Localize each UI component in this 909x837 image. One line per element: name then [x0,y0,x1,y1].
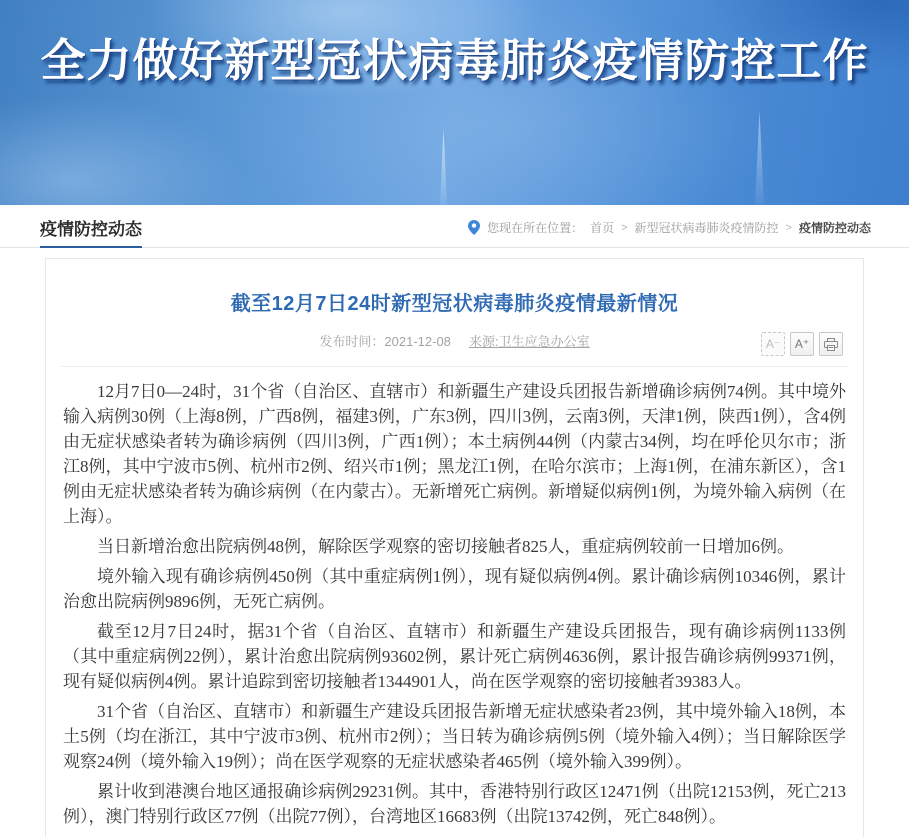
location-pin-icon [468,220,480,235]
print-button[interactable] [819,332,843,356]
breadcrumb-separator: > [621,221,628,234]
paragraph: 境外输入现有确诊病例450例（其中重症病例1例），现有疑似病例4例。累计确诊病例10346例，累计治愈出院病例9896例，无死亡病例。 [63,567,846,611]
breadcrumb-separator: > [785,221,792,234]
banner-title: 全力做好新型冠状病毒肺炎疫情防控工作 [40,35,869,86]
publish-time-label: 发布时间： [319,334,385,349]
banner-light-streak [755,110,764,205]
breadcrumb-home-link[interactable]: 首页 [590,221,615,235]
section-title-link[interactable]: 疫情防控动态 [40,215,142,248]
article-container [45,258,864,837]
paragraph: 31个省（自治区、直辖市）和新疆生产建设兵团报告新增无症状感染者23例，其中境外输入18例，本土5例（均在浙江，其中宁波市3例、杭州市2例）；当日转为确诊病例5例（境外输入4例）；当日解除医学观察24例（境外输入19例）；尚在医学观察的无症状感染者465例（境外输入399例）。 [63,702,846,771]
breadcrumb-label: 您现在所在位置： [487,221,584,235]
font-increase-button[interactable]: A⁺ [790,332,814,356]
banner-light-streak [440,128,447,205]
paragraph: 12月7日0—24时，31个省（自治区、直辖市）和新疆生产建设兵团报告新增确诊病例74例。其中境外输入病例30例（上海8例，广西8例，福建3例，广东3例，四川3例，云南3例，天津1例，陕西1例），含4例由无症状感染者转为确诊病例（四川3例，广西1例）；本土病例44例（内蒙古34例，均在呼伦贝尔市；浙江8例，其中宁波市5例、杭州市2例、绍兴市1例；黑龙江1例，在哈尔滨市；上海1例，在浦东新区），含1例由无症状感染者转为确诊病例（在内蒙古）。无新增死亡病例。新增疑似病例1例，为境外输入病例（在上海）。 [63,382,846,526]
paragraph: 当日新增治愈出院病例48例，解除医学观察的密切接触者825人，重症病例较前一日增加6例。 [97,537,794,556]
source-label: 来源: [468,334,499,349]
article-meta [61,331,848,350]
source-value: 卫生应急办公室 [498,334,590,349]
breadcrumb-section-link[interactable]: 新型冠状病毒肺炎疫情防控 [634,221,779,235]
section-nav-bar [0,210,909,248]
font-decrease-button[interactable]: A⁻ [761,332,785,356]
publish-date: 2021-12-08 [384,334,451,349]
paragraph: 截至12月7日24时，据31个省（自治区、直辖市）和新疆生产建设兵团报告，现有确诊病例1133例（其中重症病例22例），累计治愈出院病例93602例，累计死亡病例4636例，累计报告确诊病例99371例，现有疑似病例4例。累计追踪到密切接触者1344901人，尚在医学观察的密切接触者39383人。 [63,622,846,691]
article-header [61,259,848,367]
breadcrumb-current: 疫情防控动态 [798,221,871,235]
article-body [61,367,848,837]
hero-banner [0,0,909,205]
article-toolbar [761,332,843,356]
print-icon [824,338,838,351]
breadcrumb [468,219,871,236]
paragraph: 累计收到港澳台地区通报确诊病例29231例。其中，香港特别行政区12471例（出院12153例，死亡213例），澳门特别行政区77例（出院77例），台湾地区16683例（出院13742例，死亡848例）。 [63,782,846,826]
article-title: 截至12月7日24时新型冠状病毒肺炎疫情最新情况 [230,293,679,315]
